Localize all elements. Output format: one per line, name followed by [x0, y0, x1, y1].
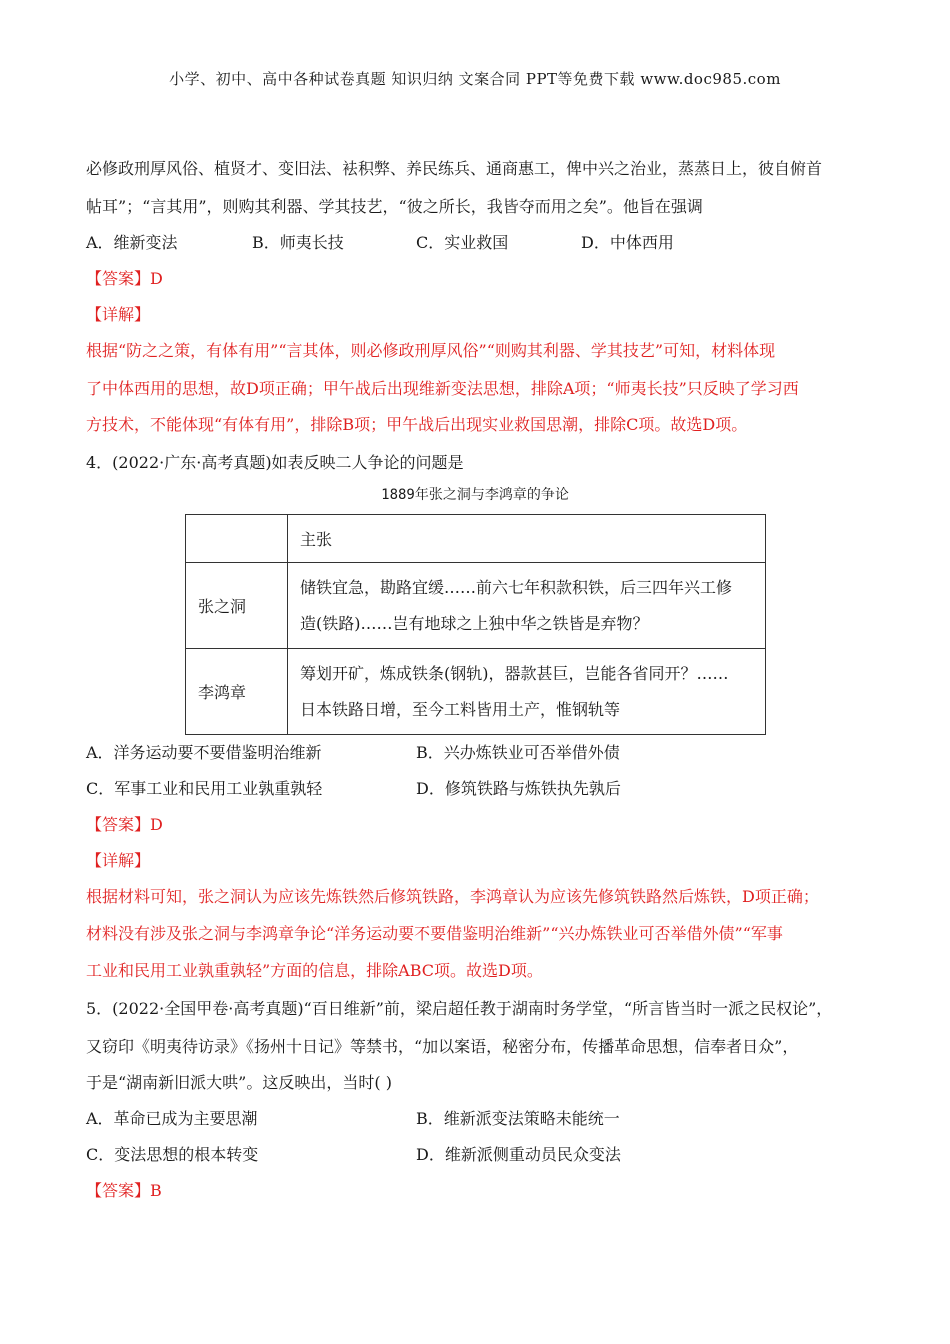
q3-detail-label: 【详解】	[86, 305, 151, 324]
q3-stem-line: 必修政刑厚风俗、植贤才、变旧法、袪积弊、养民练兵、通商惠工，俾中兴之治业，蒸蒸日上，彼自俯首	[86, 159, 823, 178]
table-cell-line: 日本铁路日增，至今工料皆用土产，惟钢轨等	[300, 699, 621, 719]
q4-detail-label: 【详解】	[86, 851, 151, 870]
table-cell-line: 筹划开矿，炼成铁条(钢轨)，器款甚巨，岂能各省同开？……	[300, 663, 729, 683]
q3-detail-line: 方技术，不能体现“有体有用”，排除B项；甲午战后出现实业救国思潮，排除C项。故选D项。	[86, 415, 748, 434]
table-row	[186, 563, 766, 649]
q5-option-b: B．维新派变法策略未能统一	[416, 1109, 620, 1128]
q4-detail-line: 材料没有涉及张之洞与李鸿章争论“洋务运动要不要借鉴明治维新”“兴办炼铁业可否举借外债”“军事	[86, 924, 783, 943]
q5-option-c: C．变法思想的根本转变	[86, 1145, 259, 1164]
debate-table	[185, 514, 766, 735]
q4-detail-line: 工业和民用工业孰重孰轻”方面的信息，排除ABC项。故选D项。	[86, 961, 543, 980]
q3-detail-line: 根据“防之之策，有体有用”“言其体，则必修政刑厚风俗”“则购其利器、学其技艺”可知，材料体现	[86, 341, 776, 360]
table-row	[186, 649, 766, 735]
q4-option-d: D．修筑铁路与炼铁执先孰后	[416, 779, 621, 798]
table-row-name: 张之洞	[186, 563, 288, 649]
q3-option-c: C．实业救国	[416, 233, 509, 252]
q4-option-a: A．洋务运动要不要借鉴明治维新	[86, 743, 322, 762]
q5-answer: 【答案】B	[86, 1181, 162, 1200]
q5-stem-line: 5．(2022·全国甲卷·高考真题)“百日维新”前，梁启超任教于湖南时务学堂，“所言皆当时一派之民权论”，	[86, 999, 833, 1018]
q4-detail-line: 根据材料可知，张之洞认为应该先炼铁然后修筑铁路，李鸿章认为应该先修筑铁路然后炼铁，D项正确；	[86, 887, 819, 906]
q5-option-a: A．革命已成为主要思潮	[86, 1109, 258, 1128]
table-row-content	[288, 649, 766, 735]
table-header-cell	[186, 515, 288, 563]
table-row-content	[288, 563, 766, 649]
q4-stem: 4．(2022·广东·高考真题)如表反映二人争论的问题是	[86, 453, 464, 472]
q5-option-d: D．维新派侧重动员民众变法	[416, 1145, 621, 1164]
table-cell-line: 造(铁路)……岂有地球之上独中华之铁皆是弃物？	[300, 613, 649, 633]
table-caption: 1889年张之洞与李鸿章的争论	[381, 487, 569, 503]
q3-answer: 【答案】D	[86, 269, 163, 288]
q5-stem-line: 于是“湖南新旧派大哄”。这反映出，当时( )	[86, 1073, 392, 1092]
table-header-cell: 主张	[288, 515, 766, 563]
q4-answer: 【答案】D	[86, 815, 163, 834]
q4-option-c: C．军事工业和民用工业孰重孰轻	[86, 779, 323, 798]
q3-option-b: B．师夷长技	[252, 233, 344, 252]
q4-option-b: B．兴办炼铁业可否举借外债	[416, 743, 620, 762]
q3-option-a: A．维新变法	[86, 233, 178, 252]
q5-stem-line: 又窃印《明夷待访录》《扬州十日记》等禁书，“加以案语，秘密分布，传播革命思想，信奉者日众”，	[86, 1037, 799, 1056]
table-row-name: 李鸿章	[186, 649, 288, 735]
q3-detail-line: 了中体西用的思想，故D项正确；甲午战后出现维新变法思想，排除A项；“师夷长技”只反映了学习西	[86, 379, 799, 398]
q3-stem-line: 帖耳”；“言其用”，则购其利器、学其技艺，“彼之所长，我皆夺而用之矣”。他旨在强调	[86, 197, 703, 216]
table-header-row	[186, 515, 766, 563]
table-cell-line: 储铁宜急，勘路宜缓……前六七年积款积铁，后三四年兴工修	[300, 577, 733, 597]
q3-option-d: D．中体西用	[581, 233, 674, 252]
page-header: 小学、初中、高中各种试卷真题 知识归纳 文案合同 PPT等免费下载 www.doc985.com	[169, 70, 781, 88]
